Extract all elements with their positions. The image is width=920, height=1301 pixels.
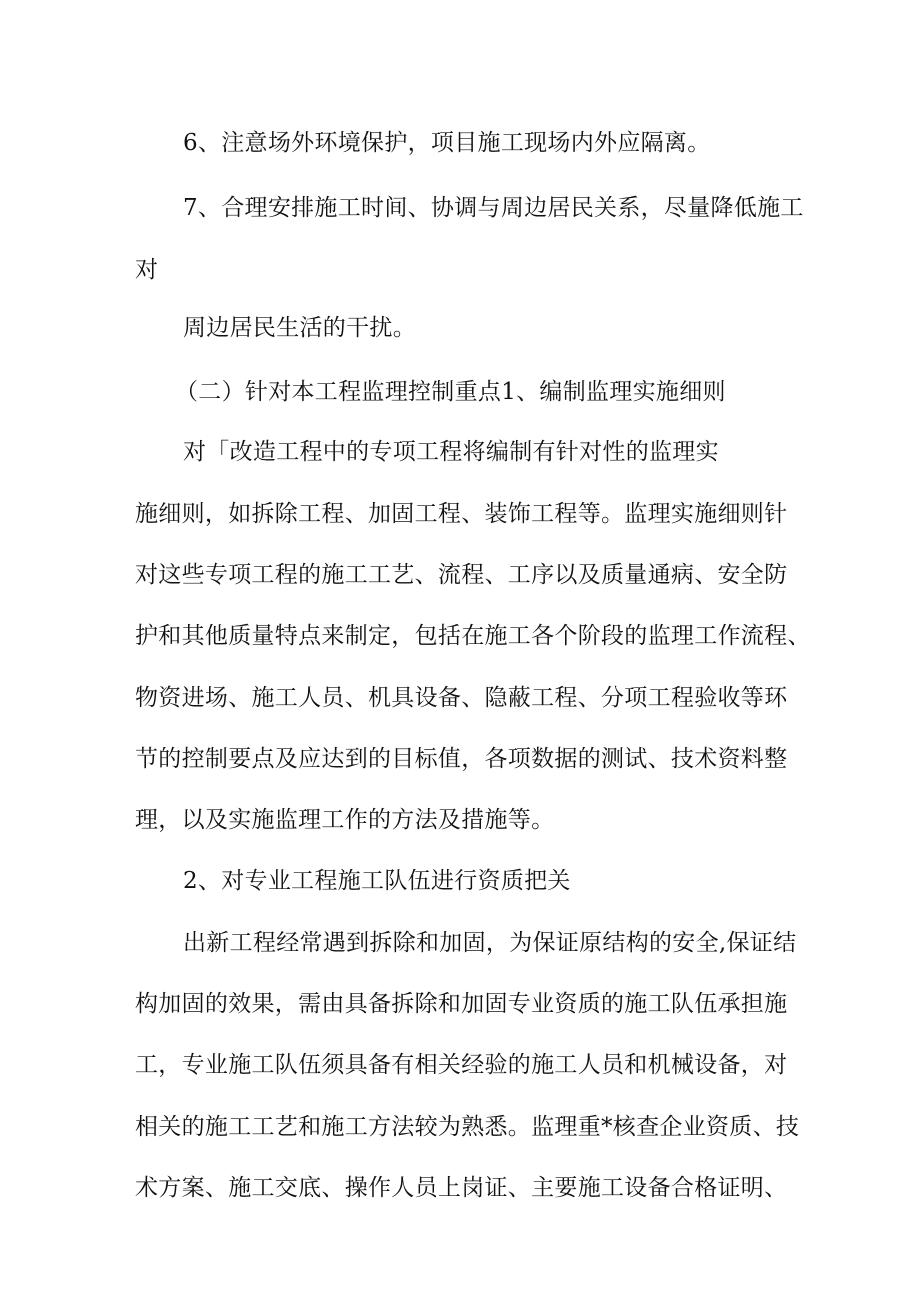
text-line: 出新工程经常遇到拆除和加固，为保证原结构的安全,保证结	[183, 930, 797, 956]
text-line: 理，以及实施监理工作的方法及措施等。	[135, 807, 555, 833]
text-line: 工，专业施工队伍须具备有相关经验的施工人员和机械设备，对	[135, 1052, 788, 1078]
text-line: 施细则，如拆除工程、加固工程、装饰工程等。监理实施细则针	[135, 501, 788, 527]
text-line: 7、合理安排施工时间、协调与周边居民关系，尽量降低施工	[183, 195, 804, 221]
text-line: 构加固的效果，需由具备拆除和加固专业资质的施工队伍承担施	[135, 991, 788, 1017]
text-line: 节的控制要点及应达到的目标值，各项数据的测试、技术资料整	[135, 746, 788, 772]
section-heading: 2、对专业工程施工队伍进行资质把关	[183, 868, 571, 894]
text-line: 6、注意场外环境保护，项目施工现场内外应隔离。	[183, 130, 711, 156]
text-line: 术方案、施工交底、操作人员上岗证、主要施工设备合格证明、	[135, 1175, 788, 1201]
text-line: 相关的施工工艺和施工方法较为熟悉。监理重*核查企业资质、技	[135, 1114, 800, 1140]
text-line: 护和其他质量特点来制定，包括在施工各个阶段的监理工作流程、	[135, 623, 811, 649]
text-line: 对	[135, 257, 159, 283]
text-line: 物资进场、施工人员、机具设备、隐蔽工程、分项工程验收等环	[135, 685, 788, 711]
section-heading: （二）针对本工程监理控制重点1、编制监理实施细则	[175, 379, 726, 405]
text-line: 对这些专项工程的施工工艺、流程、工序以及质量通病、安全防	[135, 562, 788, 588]
text-line: 对「改造工程中的专项工程将编制有针对性的监理实	[183, 439, 719, 465]
text-line: 周边居民生活的干扰。	[183, 315, 416, 341]
